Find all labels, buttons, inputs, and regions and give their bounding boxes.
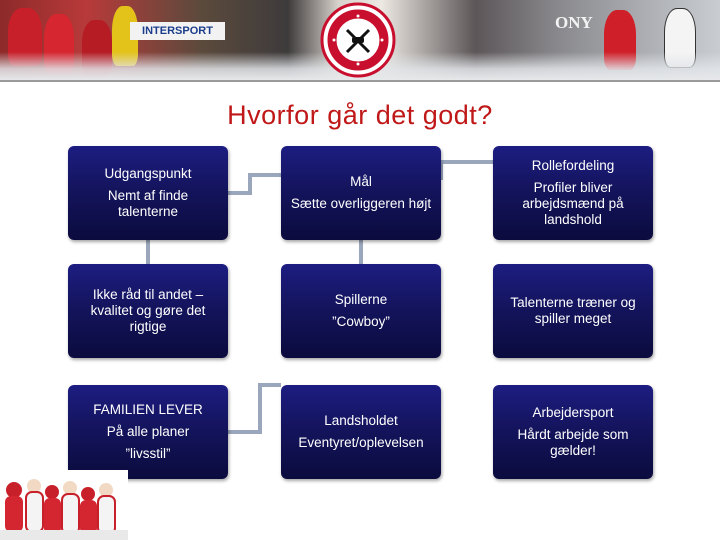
topic-box [281,385,441,479]
topic-box-heading: Mål [350,174,372,189]
topic-box-text: Talenterne træner og spiller meget [510,295,636,326]
topic-box-heading: Udgangspunkt [104,166,192,181]
topic-box-heading: FAMILIEN LEVER [93,402,203,417]
topic-box [493,264,653,358]
topic-box-heading: Landsholdet [324,413,398,428]
topic-box-heading: Arbejdersport [532,405,614,420]
topic-box [281,146,441,240]
team-photo [0,470,128,540]
ad-board-left: INTERSPORT [130,22,225,40]
topic-box [493,385,653,479]
topic-box-text: ”Cowboy” [332,314,390,329]
topic-box-text: Sætte overliggeren højt [290,196,432,211]
connector-line [228,175,281,193]
topic-box [281,264,441,358]
topic-box-heading: Spillerne [334,292,388,307]
topic-box-text: Hårdt arbejde som gælder! [517,427,629,458]
topic-box-text: Profiler bliver arbejdsmænd på landshold [522,180,624,227]
topic-box-heading: Rollefordeling [531,158,615,173]
connector-line [441,162,493,180]
topic-box [68,264,228,358]
topic-box [68,146,228,240]
topic-box [493,146,653,240]
topic-box [68,385,228,479]
topic-box-text: Ikke råd til andet – kvalitet og gøre det rigtige [90,287,206,334]
slide-title: Hvorfor går det godt? [227,100,493,130]
topic-box-text: Nemt af finde talenterne [107,188,189,219]
connector-line [228,385,281,432]
topic-box-text: Eventyret/oplevelsen [298,435,424,450]
ad-board-right: ONY [555,13,593,32]
topic-box-text: På alle planer [106,424,190,439]
topic-box-text: ”livsstil” [125,446,171,461]
